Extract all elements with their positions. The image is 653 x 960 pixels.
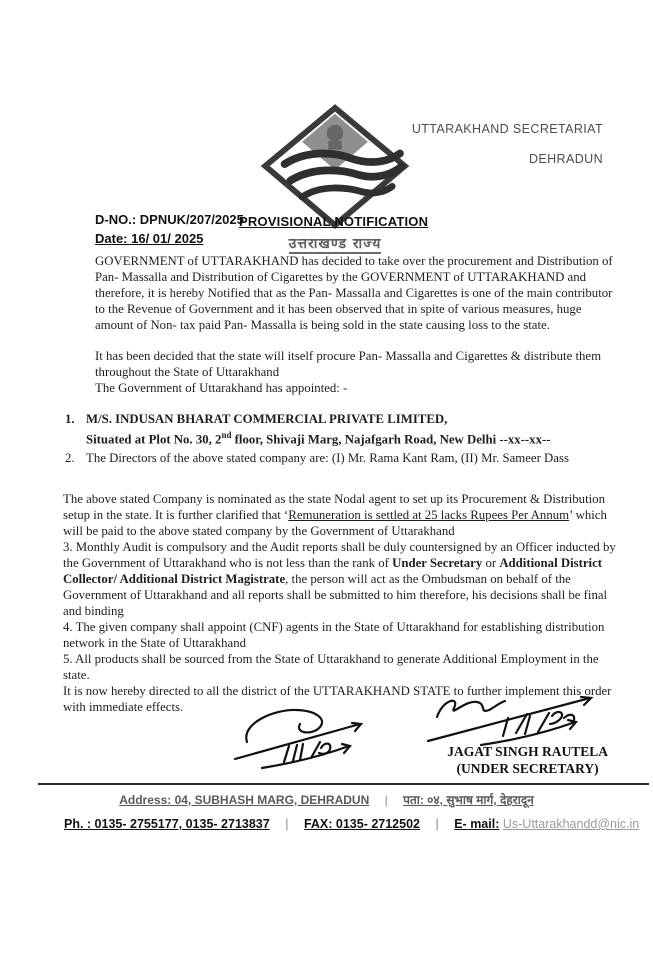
appointee-list xyxy=(0,411,653,466)
document-body xyxy=(0,253,653,715)
paragraph-intro: GOVERNMENT of UTTARAKHAND has decided to take over the procurement and Distribution of Pan- Massalla and Distribution of Cigarettes by the GOVERNMENT of UTTARAKHAND and therefore, it is hereby Notified that as the Pan- Massalla and Cigarettes is one of the main contributor to the Revenue of Government and it has been observed that in spite of various measures, huge amount of Non- tax paid Pan- Massalla is being sold in the state causing loss to the state. xyxy=(95,254,613,332)
paragraph-decision: It has been decided that the state will itself procure Pan- Massalla and Cigarettes & distribute them throughout the State of Uttarakhand xyxy=(95,349,602,379)
list-number: 2. xyxy=(65,451,75,466)
phone-numbers: Ph. : 0135- 2755177, 0135- 2713837 xyxy=(64,817,270,831)
terms-section xyxy=(63,491,621,715)
paragraph-cnf-agents: 4. The given company shall appoint (CNF) agents in the State of Uttarakhand for establishing distribution network in the State of Uttarakhand xyxy=(63,620,605,651)
address-hindi: पता: ०४, सुभाष मार्ग, देहरादून xyxy=(403,793,534,807)
email-address: Us-Uttarakhandd@nic.in xyxy=(502,817,640,831)
uttarakhand-state-logo xyxy=(250,104,420,254)
list-number: 1. xyxy=(65,412,75,426)
document-meta xyxy=(95,212,244,246)
doc-number: D-NO.: DPNUK/207/2025 xyxy=(95,212,244,227)
company-name: M/S. INDUSAN BHARAT COMMERCIAL PRIVATE LIMITED, xyxy=(86,412,448,426)
remuneration-clause: Remuneration is settled at 25 lacks Rupees Per Annum xyxy=(288,508,570,523)
paragraph-sourcing: 5. All products shall be sourced from the State of Uttarakhand to generate Additional Employment in the state. xyxy=(63,652,599,683)
paragraph-audit: 3. Monthly Audit is compulsory and the Audit reports shall be duly countersigned by an Officer inducted by the Government of Uttarakhand who is not less than the rank of Under Secretary or Additional District Collector/ Additional District Magistrate, the person will act as the Ombudsman on behalf of the Government of Uttarakhand and all reports shall be submitted to him therefore, his decisions shall be final and binding xyxy=(63,540,616,619)
list-item xyxy=(65,411,619,447)
footer-address xyxy=(0,791,653,808)
fax-number: FAX: 0135- 2712502 xyxy=(303,817,420,831)
email-label: E- mail: xyxy=(454,817,500,831)
notification-title: PROVISIONAL NOTIFICATION xyxy=(239,214,429,229)
directors-line: The Directors of the above stated company are: (I) Mr. Rama Kant Ram, (II) Mr. Sameer Dass xyxy=(86,451,569,466)
separator: | xyxy=(384,793,388,807)
logo-caption: उत्तराखण्ड राज्य xyxy=(289,237,382,254)
signatory-title: (UNDER SECRETARY) xyxy=(456,761,599,776)
paragraph-directive: It is now hereby directed to all the district of the UTTARAKHAND STATE to further implement this order with immediate effects. xyxy=(63,684,612,715)
footer-divider xyxy=(38,783,649,785)
signature-left xyxy=(231,696,371,774)
doc-date: Date: 16/ 01/ 2025 xyxy=(95,231,204,246)
signatory xyxy=(447,743,608,777)
ordinal-suffix: nd xyxy=(221,430,232,440)
signature-right xyxy=(424,688,600,750)
org-name: UTTARAKHAND SECRETARIAT xyxy=(411,122,603,136)
footer-contact xyxy=(64,817,639,831)
letterhead-org xyxy=(412,122,603,166)
paragraph-nodal-agent: The above stated Company is nominated as the state Nodal agent to set up its Procurement & Distribution setup in the state. It is further clarified that ‘Remuneration is settled at 25 lacks Rupees Per Annum’ which will be paid to the above stated company by the Government of Uttarakhand xyxy=(63,492,607,539)
company-address: Situated at Plot No. 30, 2nd floor, Shivaji Marg, Najafgarh Road, New Delhi --xx--xx-- xyxy=(86,430,551,447)
separator: | xyxy=(285,817,289,831)
state-emblem-icon xyxy=(256,104,414,230)
signatory-name: JAGAT SINGH RAUTELA xyxy=(447,744,608,759)
separator: | xyxy=(435,817,439,831)
paragraph-appointed: The Government of Uttarakhand has appointed: - xyxy=(95,381,348,395)
org-city: DEHRADUN xyxy=(528,152,603,166)
list-item xyxy=(65,450,619,466)
address-english: Address: 04, SUBHASH MARG, DEHRADUN xyxy=(119,793,370,807)
